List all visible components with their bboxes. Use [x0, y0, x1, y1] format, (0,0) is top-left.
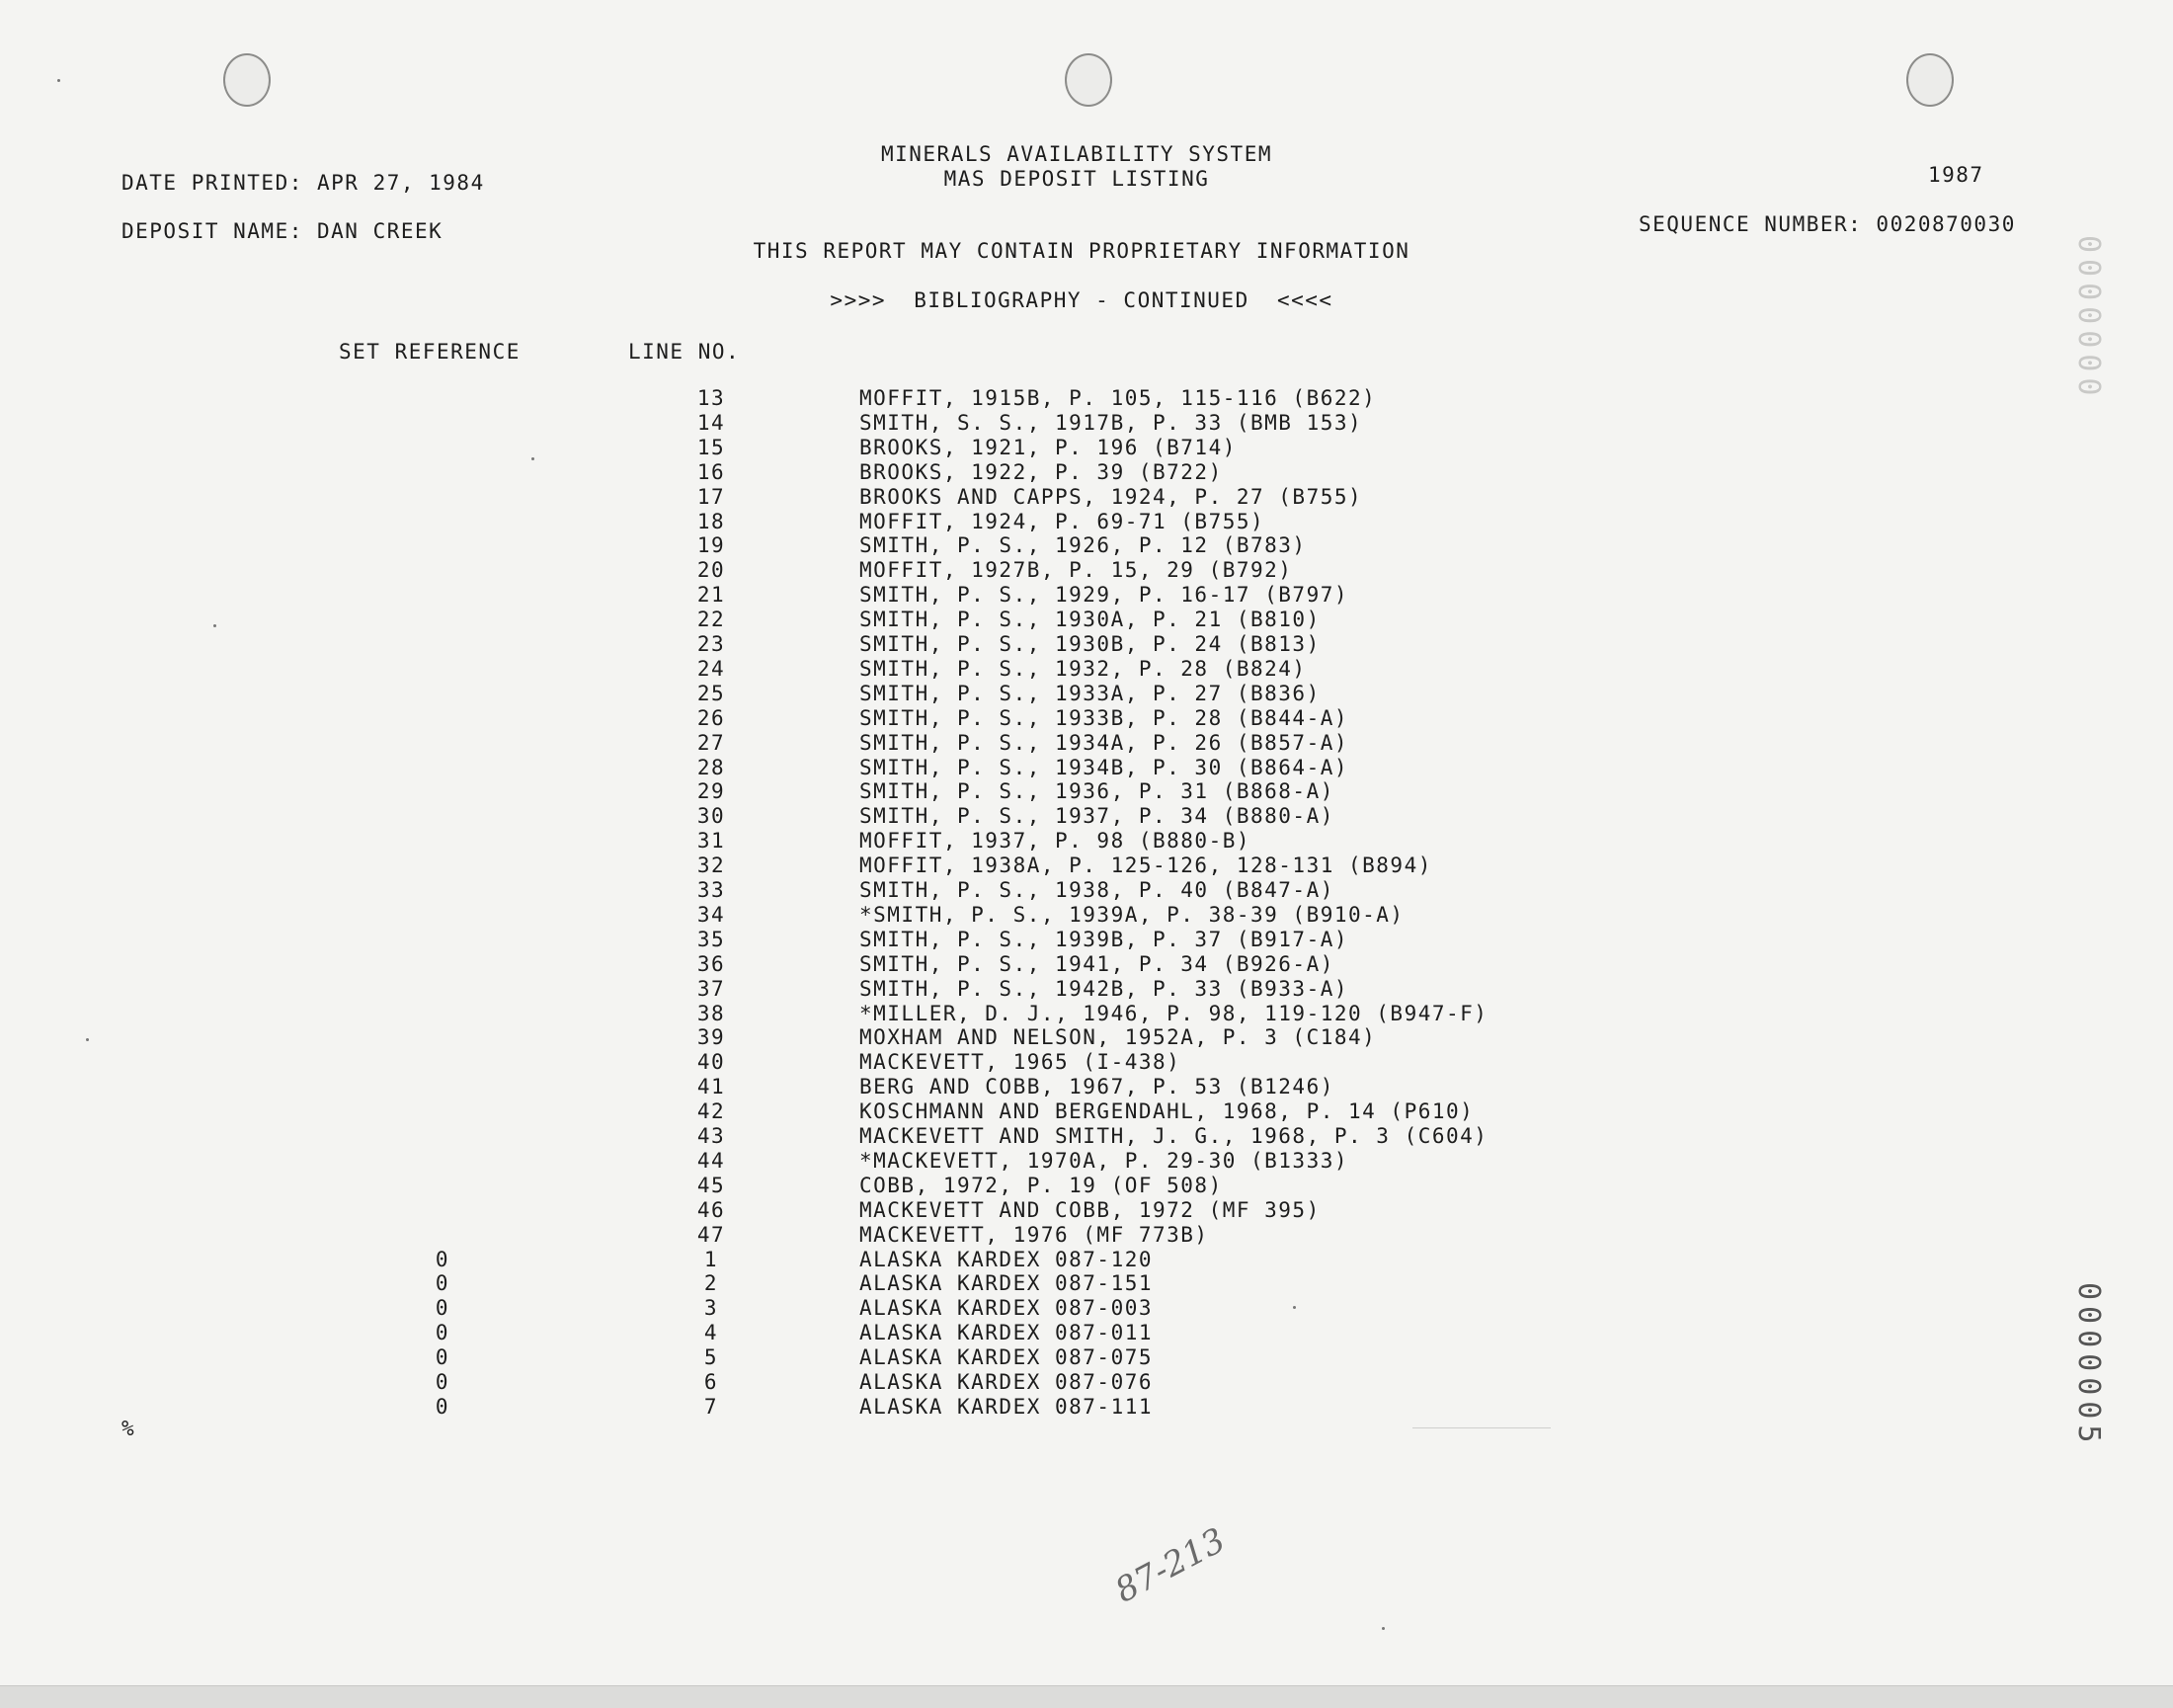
reference-cell: *SMITH, P. S., 1939A, P. 38-39 (B910-A)	[859, 902, 1405, 927]
line-number-cell: 35	[696, 927, 726, 951]
table-row	[0, 682, 1580, 706]
listing-title: MAS DEPOSIT LISTING	[943, 167, 1210, 191]
reference-cell: SMITH, P. S., 1933B, P. 28 (B844-A)	[859, 705, 1349, 730]
table-row	[0, 928, 1580, 952]
proprietary-notice: THIS REPORT MAY CONTAIN PROPRIETARY INFORMATION	[753, 239, 1410, 263]
reference-cell: SMITH, P. S., 1942B, P. 33 (B933-A)	[859, 976, 1349, 1001]
reference-cell: MACKEVETT AND SMITH, J. G., 1968, P. 3 (C604)	[859, 1124, 1489, 1148]
column-header-set-reference: SET REFERENCE	[339, 340, 521, 364]
punch-hole-left	[223, 53, 271, 107]
table-row	[0, 558, 1580, 583]
line-number-cell: 16	[696, 459, 726, 484]
line-number-cell: 29	[696, 779, 726, 804]
reference-cell: SMITH, P. S., 1939B, P. 37 (B917-A)	[859, 927, 1349, 951]
reference-cell: MACKEVETT, 1976 (MF 773B)	[859, 1222, 1209, 1247]
line-number-cell: 19	[696, 533, 726, 558]
table-row	[0, 460, 1580, 485]
line-number-cell: 33	[696, 878, 726, 902]
table-row	[0, 1050, 1580, 1075]
table-row	[0, 756, 1580, 780]
line-number-cell: 3	[703, 1296, 719, 1321]
set-reference-cell: 0	[435, 1296, 450, 1321]
set-reference-cell: 0	[435, 1394, 450, 1419]
table-row	[0, 779, 1580, 804]
table-row	[0, 411, 1580, 436]
reference-cell: SMITH, P. S., 1941, P. 34 (B926-A)	[859, 951, 1334, 976]
line-number-cell: 42	[696, 1099, 726, 1124]
reference-cell: *MACKEVETT, 1970A, P. 29-30 (B1333)	[859, 1148, 1349, 1173]
margin-stamp-faint: 0000000	[2071, 235, 2106, 402]
table-row	[0, 436, 1580, 460]
line-number-cell: 43	[696, 1124, 726, 1148]
reference-cell: SMITH, P. S., 1926, P. 12 (B783)	[859, 533, 1307, 558]
set-reference-cell: 0	[435, 1345, 450, 1370]
system-title: MINERALS AVAILABILITY SYSTEM	[880, 142, 1272, 166]
line-number-cell: 28	[696, 755, 726, 779]
line-number-cell: 5	[703, 1345, 719, 1370]
paper-speck	[86, 1038, 89, 1041]
table-row	[0, 878, 1580, 903]
reference-cell: SMITH, S. S., 1917B, P. 33 (BMB 153)	[859, 410, 1363, 435]
date-printed: DATE PRINTED: APR 27, 1984	[121, 171, 485, 195]
table-row	[0, 1395, 1580, 1420]
table-row	[0, 1174, 1580, 1198]
reference-cell: MOFFIT, 1937, P. 98 (B880-B)	[859, 829, 1251, 854]
paper-speck	[531, 457, 534, 460]
table-row	[0, 706, 1580, 731]
sequence-number: SEQUENCE NUMBER: 0020870030	[1639, 212, 2016, 236]
reference-cell: BROOKS, 1921, P. 196 (B714)	[859, 435, 1237, 459]
line-number-cell: 36	[696, 951, 726, 976]
scanner-edge	[0, 1685, 2173, 1708]
line-number-cell: 31	[696, 829, 726, 854]
deposit-name: DEPOSIT NAME: DAN CREEK	[121, 219, 443, 243]
reference-cell: SMITH, P. S., 1934A, P. 26 (B857-A)	[859, 730, 1349, 755]
line-number-cell: 39	[696, 1025, 726, 1050]
paper-speck	[57, 79, 60, 82]
line-number-cell: 34	[696, 902, 726, 927]
line-number-cell: 13	[696, 386, 726, 410]
set-reference-cell: 0	[435, 1271, 450, 1296]
table-row	[0, 1321, 1580, 1345]
line-number-cell: 40	[696, 1050, 726, 1075]
reference-cell: SMITH, P. S., 1934B, P. 30 (B864-A)	[859, 755, 1349, 779]
table-row	[0, 632, 1580, 657]
reference-cell: ALASKA KARDEX 087-111	[859, 1394, 1154, 1419]
table-row	[0, 1075, 1580, 1099]
table-row	[0, 386, 1580, 411]
line-number-cell: 25	[696, 681, 726, 705]
reference-cell: ALASKA KARDEX 087-011	[859, 1321, 1154, 1345]
reference-cell: ALASKA KARDEX 087-151	[859, 1271, 1154, 1296]
table-row	[0, 731, 1580, 756]
line-number-cell: 38	[696, 1001, 726, 1025]
punch-hole-center	[1065, 53, 1112, 107]
table-row	[0, 1124, 1580, 1149]
reference-cell: ALASKA KARDEX 087-076	[859, 1370, 1154, 1394]
table-row	[0, 485, 1580, 510]
table-row	[0, 1248, 1580, 1272]
reference-cell: SMITH, P. S., 1937, P. 34 (B880-A)	[859, 804, 1334, 829]
margin-stamp: 0000005	[2071, 1282, 2106, 1449]
report-year: 1987	[1928, 163, 1984, 187]
line-number-cell: 46	[696, 1197, 726, 1222]
table-row	[0, 1345, 1580, 1370]
line-number-cell: 15	[696, 435, 726, 459]
table-row	[0, 1198, 1580, 1223]
reference-cell: SMITH, P. S., 1933A, P. 27 (B836)	[859, 681, 1321, 705]
line-number-cell: 26	[696, 705, 726, 730]
table-row	[0, 510, 1580, 534]
reference-cell: MOFFIT, 1915B, P. 105, 115-116 (B622)	[859, 386, 1377, 410]
line-number-cell: 27	[696, 730, 726, 755]
paper-speck	[213, 624, 216, 627]
line-number-cell: 30	[696, 804, 726, 829]
line-number-cell: 6	[703, 1370, 719, 1394]
handwritten-note: 87-213	[1108, 1520, 1233, 1611]
line-number-cell: 44	[696, 1148, 726, 1173]
footer-mark: %	[121, 1417, 136, 1440]
table-row	[0, 854, 1580, 878]
table-row	[0, 903, 1580, 928]
section-title: >>>> BIBLIOGRAPHY - CONTINUED <<<<	[830, 288, 1333, 312]
reference-cell: COBB, 1972, P. 19 (OF 508)	[859, 1173, 1223, 1197]
reference-cell: SMITH, P. S., 1930B, P. 24 (B813)	[859, 632, 1321, 656]
reference-cell: ALASKA KARDEX 087-120	[859, 1247, 1154, 1271]
reference-cell: KOSCHMANN AND BERGENDAHL, 1968, P. 14 (P610)	[859, 1099, 1475, 1124]
table-row	[0, 1025, 1580, 1050]
table-row	[0, 1296, 1580, 1321]
faint-rule	[1412, 1427, 1551, 1428]
line-number-cell: 22	[696, 608, 726, 632]
line-number-cell: 23	[696, 632, 726, 656]
reference-cell: SMITH, P. S., 1930A, P. 21 (B810)	[859, 608, 1321, 632]
table-row	[0, 608, 1580, 632]
line-number-cell: 4	[703, 1321, 719, 1345]
reference-cell: SMITH, P. S., 1929, P. 16-17 (B797)	[859, 583, 1349, 608]
line-number-cell: 18	[696, 509, 726, 533]
paper-speck	[1382, 1627, 1385, 1630]
line-number-cell: 1	[703, 1247, 719, 1271]
set-reference-cell: 0	[435, 1247, 450, 1271]
column-header-line-no: LINE NO.	[628, 340, 741, 364]
table-row	[0, 1370, 1580, 1395]
table-row	[0, 1149, 1580, 1174]
line-number-cell: 45	[696, 1173, 726, 1197]
reference-cell: BROOKS AND CAPPS, 1924, P. 27 (B755)	[859, 484, 1363, 509]
reference-cell: ALASKA KARDEX 087-075	[859, 1345, 1154, 1370]
line-number-cell: 2	[703, 1271, 719, 1296]
table-row	[0, 1002, 1580, 1026]
line-number-cell: 17	[696, 484, 726, 509]
reference-cell: BROOKS, 1922, P. 39 (B722)	[859, 459, 1223, 484]
table-row	[0, 533, 1580, 558]
reference-cell: ALASKA KARDEX 087-003	[859, 1296, 1154, 1321]
reference-cell: BERG AND COBB, 1967, P. 53 (B1246)	[859, 1075, 1334, 1099]
table-row	[0, 829, 1580, 854]
reference-cell: SMITH, P. S., 1938, P. 40 (B847-A)	[859, 878, 1334, 902]
set-reference-cell: 0	[435, 1370, 450, 1394]
reference-cell: MACKEVETT AND COBB, 1972 (MF 395)	[859, 1197, 1321, 1222]
reference-cell: MOFFIT, 1924, P. 69-71 (B755)	[859, 509, 1265, 533]
reference-cell: MOXHAM AND NELSON, 1952A, P. 3 (C184)	[859, 1025, 1377, 1050]
line-number-cell: 20	[696, 558, 726, 583]
table-row	[0, 1099, 1580, 1124]
table-row	[0, 952, 1580, 977]
reference-cell: SMITH, P. S., 1936, P. 31 (B868-A)	[859, 779, 1334, 804]
line-number-cell: 32	[696, 854, 726, 878]
paper-speck	[1293, 1306, 1296, 1309]
line-number-cell: 14	[696, 410, 726, 435]
table-row	[0, 583, 1580, 608]
line-number-cell: 7	[703, 1394, 719, 1419]
table-row	[0, 1271, 1580, 1296]
reference-cell: SMITH, P. S., 1932, P. 28 (B824)	[859, 656, 1307, 681]
table-row	[0, 804, 1580, 829]
line-number-cell: 47	[696, 1222, 726, 1247]
line-number-cell: 21	[696, 583, 726, 608]
line-number-cell: 41	[696, 1075, 726, 1099]
set-reference-cell: 0	[435, 1321, 450, 1345]
line-number-cell: 37	[696, 976, 726, 1001]
table-row	[0, 977, 1580, 1002]
table-row	[0, 1223, 1580, 1248]
punch-hole-right	[1906, 53, 1954, 107]
reference-cell: MOFFIT, 1927B, P. 15, 29 (B792)	[859, 558, 1293, 583]
table-row	[0, 657, 1580, 682]
reference-cell: *MILLER, D. J., 1946, P. 98, 119-120 (B947-F)	[859, 1001, 1489, 1025]
line-number-cell: 24	[696, 656, 726, 681]
reference-cell: MOFFIT, 1938A, P. 125-126, 128-131 (B894)	[859, 854, 1432, 878]
reference-cell: MACKEVETT, 1965 (I-438)	[859, 1050, 1181, 1075]
